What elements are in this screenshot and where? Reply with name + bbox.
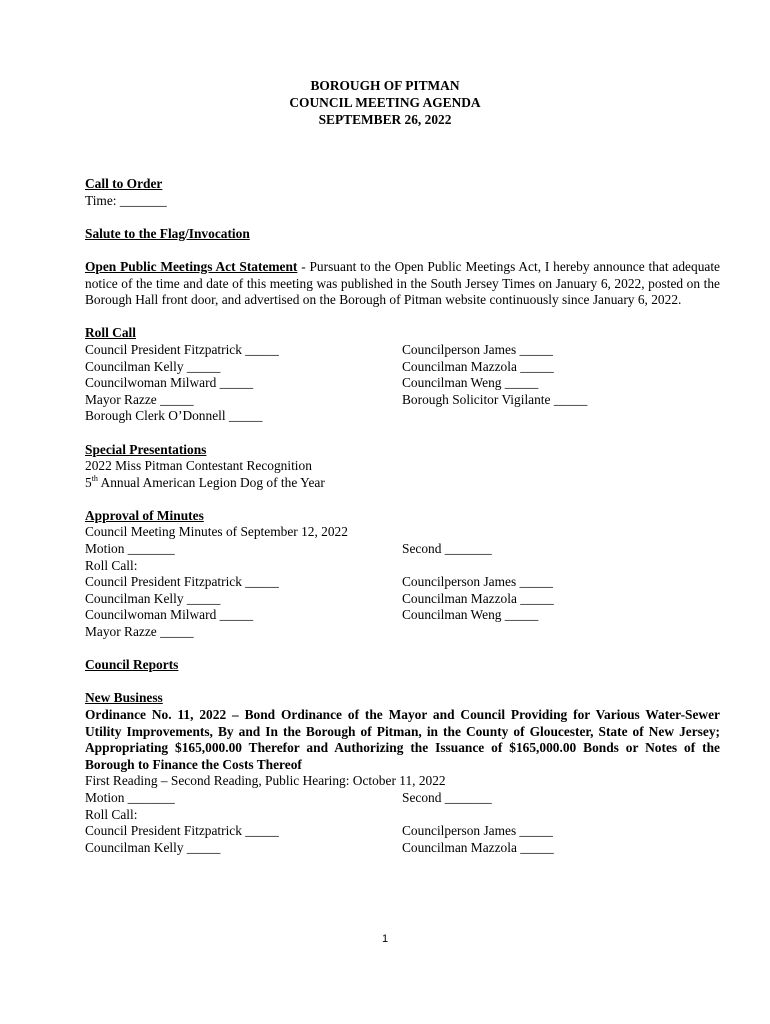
opma-text: - Pursuant to the Open Public Meetings Act, I hereby announce that adequate notice of the time and date of this meeting was published in the South Jersey Times on January 6, 2022, posted on the Borough Hall front door, and advertised on the Borough of Pitman website continuously since January 6, 2022. bbox=[85, 258, 720, 308]
section-title-council-reports: Council Reports bbox=[85, 657, 179, 673]
vote-left: Council President Fitzpatrick _____ bbox=[85, 574, 279, 590]
motion-field: Motion _______ bbox=[85, 541, 175, 557]
roll-call-right: Borough Solicitor Vigilante _____ bbox=[402, 391, 588, 407]
vote-right: Councilperson James _____ bbox=[402, 574, 553, 590]
roll-call-left: Borough Clerk O’Donnell _____ bbox=[85, 408, 263, 424]
vote-row bbox=[85, 624, 720, 641]
presentation-item: 5th Annual American Legion Dog of the Year bbox=[85, 473, 325, 490]
roll-call-row bbox=[85, 392, 720, 409]
opma-paragraph bbox=[85, 259, 720, 309]
vote-left: Council President Fitzpatrick _____ bbox=[85, 823, 279, 839]
section-title-opma: Open Public Meetings Act Statement bbox=[85, 258, 298, 274]
vote-row bbox=[85, 607, 720, 624]
vote-right bbox=[402, 624, 720, 641]
section-title-roll-call: Roll Call bbox=[85, 325, 136, 341]
roll-call-label: Roll Call: bbox=[85, 557, 138, 573]
vote-row bbox=[85, 823, 720, 840]
agenda-body bbox=[85, 176, 720, 856]
vote-right: Councilman Mazzola _____ bbox=[402, 590, 554, 606]
section-title-special-presentations: Special Presentations bbox=[85, 441, 207, 457]
section-title-new-business: New Business bbox=[85, 690, 163, 706]
roll-call-left: Councilwoman Milward _____ bbox=[85, 375, 254, 391]
roll-call-left: Mayor Razze _____ bbox=[85, 391, 194, 407]
roll-call-row bbox=[85, 408, 720, 425]
roll-call-row bbox=[85, 375, 720, 392]
vote-right: Councilman Weng _____ bbox=[402, 607, 539, 623]
vote-left: Councilwoman Milward _____ bbox=[85, 607, 254, 623]
vote-row bbox=[85, 591, 720, 608]
roll-call-left: Council President Fitzpatrick _____ bbox=[85, 341, 279, 357]
roll-call-right: Councilman Weng _____ bbox=[402, 375, 539, 391]
section-title-approval-of-minutes: Approval of Minutes bbox=[85, 507, 204, 523]
reading-schedule: First Reading – Second Reading, Public Hearing: October 11, 2022 bbox=[85, 773, 446, 789]
roll-call-left: Councilman Kelly _____ bbox=[85, 358, 221, 374]
minutes-description: Council Meeting Minutes of September 12, 2022 bbox=[85, 524, 348, 540]
page-number: 1 bbox=[381, 933, 389, 945]
section-title-call-to-order: Call to Order bbox=[85, 176, 163, 191]
roll-call-right: Councilperson James _____ bbox=[402, 341, 553, 357]
ordinance-title: Ordinance No. 11, 2022 – Bond Ordinance of the Mayor and Council Providing for Various Water-Sewer Utility Improvements, By and In the Borough of Pitman, in the County of Gloucester, State of New Jersey; Appropriating $165,000.00 Therefor and Authorizing the Issuance of $165,000.00 Bonds or Notes of the Borough to Finance the Costs Thereof bbox=[85, 707, 720, 772]
vote-row bbox=[85, 840, 720, 857]
second-field: Second _______ bbox=[402, 541, 492, 557]
header-date: SEPTEMBER 26, 2022 bbox=[318, 112, 452, 127]
header-title: COUNCIL MEETING AGENDA bbox=[289, 95, 481, 110]
vote-left: Mayor Razze _____ bbox=[85, 624, 194, 640]
roll-call-right: Councilman Mazzola _____ bbox=[402, 358, 554, 374]
roll-call-row bbox=[85, 359, 720, 376]
motion-row bbox=[85, 790, 720, 807]
header-borough: BOROUGH OF PITMAN bbox=[310, 78, 460, 93]
vote-left: Councilman Kelly _____ bbox=[85, 590, 221, 606]
roll-call-label: Roll Call: bbox=[85, 806, 138, 822]
roll-call-row bbox=[85, 342, 720, 359]
vote-right: Councilman Mazzola _____ bbox=[402, 839, 554, 855]
presentation-item: 2022 Miss Pitman Contestant Recognition bbox=[85, 458, 312, 474]
second-field: Second _______ bbox=[402, 789, 492, 805]
motion-row bbox=[85, 541, 720, 558]
agenda-header bbox=[0, 77, 770, 128]
vote-row bbox=[85, 574, 720, 591]
call-to-order-time: Time: _______ bbox=[85, 192, 167, 208]
motion-field: Motion _______ bbox=[85, 789, 175, 805]
section-title-salute: Salute to the Flag/Invocation bbox=[85, 225, 250, 241]
roll-call-right bbox=[402, 408, 720, 425]
vote-left: Councilman Kelly _____ bbox=[85, 839, 221, 855]
vote-right: Councilperson James _____ bbox=[402, 823, 553, 839]
